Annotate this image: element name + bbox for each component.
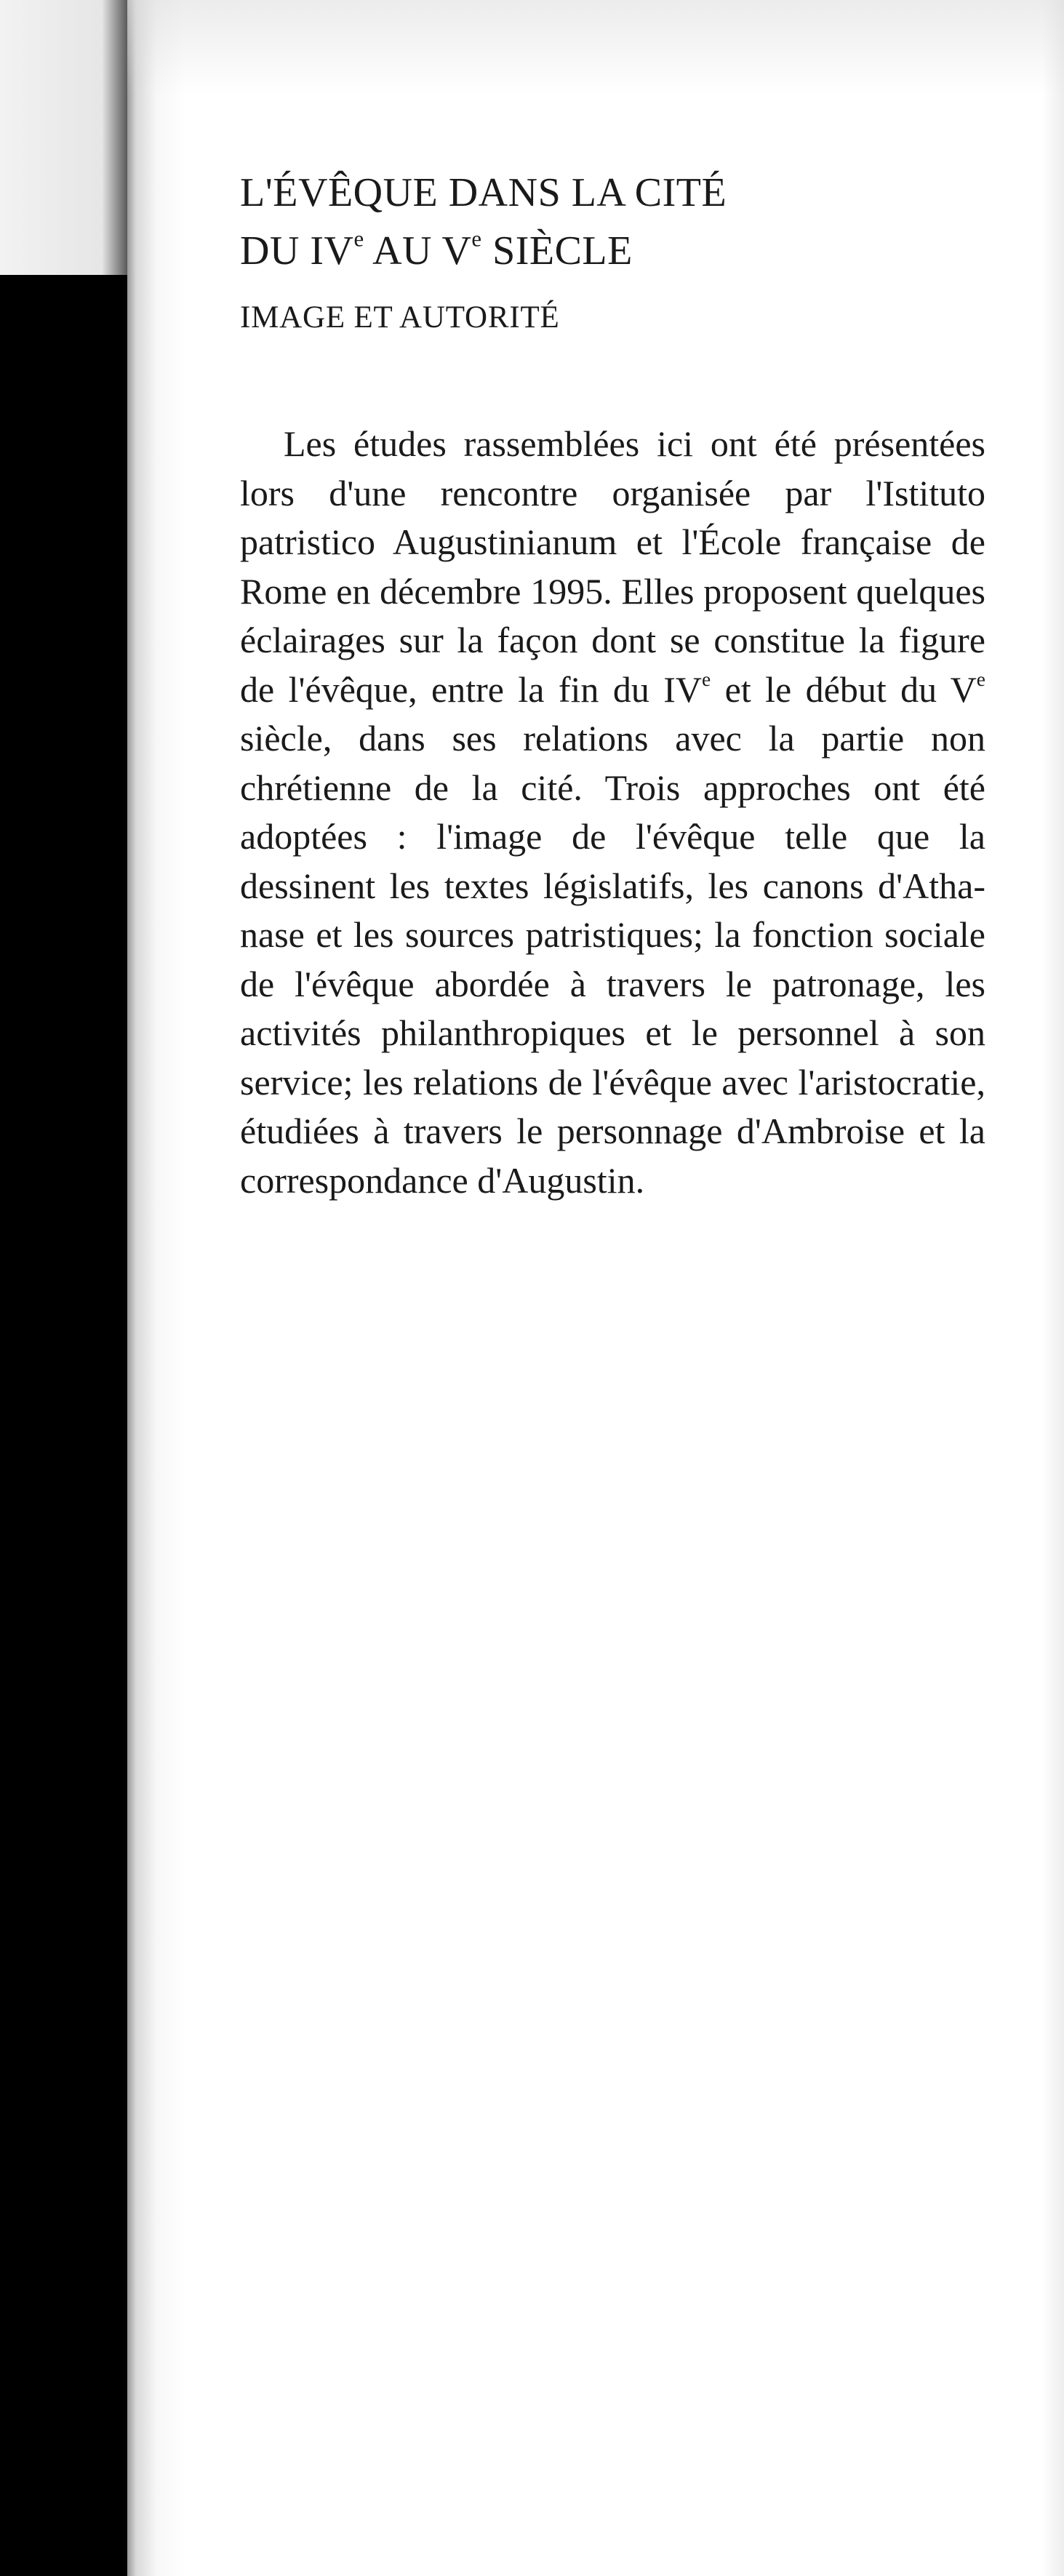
paragraph-part-1: Les études rassemblées ici ont été présentées lors d'une rencontre organisée par l'Istituto patristico Augustinianum et l'École française de Rome en décembre 1995. Elles proposent quelques éclairages sur la façon dont se constitue la figure de l'évêque, entre la fin du IV [240,423,985,710]
title-line-2 [240,228,633,273]
title-line-2-part-a: DU IV [240,228,354,273]
title-superscript-2: e [471,226,482,252]
paragraph-superscript-2: e [976,667,985,690]
description-paragraph [240,420,985,1205]
scanner-background [0,0,127,2576]
book-title [240,164,985,280]
page-content [240,164,985,1205]
title-line-2-part-c: SIÈCLE [481,228,633,273]
scanner-background-top [0,0,127,275]
paragraph-part-2: et le début du V [711,668,977,710]
paragraph-part-3: siècle, dans ses relations avec la partie non chrétienne de la cité. Trois approches ont été adoptées : l'image de l'évêque telle que la dessinent les textes législatifs, les canons d'Athanase et les sources patristiques; la fonction sociale de l'évêque abordée à travers le patronage, les activités philanthropiques et le personnel à son service; les relations de l'évêque avec l'aristocratie, étudiées à travers le personnage d'Ambroise et la correspondance d'Augustin. [240,718,985,1201]
paragraph-superscript-1: e [702,667,711,690]
title-line-2-part-b: AU V [364,228,472,273]
book-subtitle: IMAGE ET AUTORITÉ [240,300,560,335]
page-top-shade [127,0,1064,95]
title-superscript-1: e [353,226,364,252]
page-right-shade [1042,0,1064,2576]
title-line-1: L'ÉVÊQUE DANS LA CITÉ [240,170,727,215]
